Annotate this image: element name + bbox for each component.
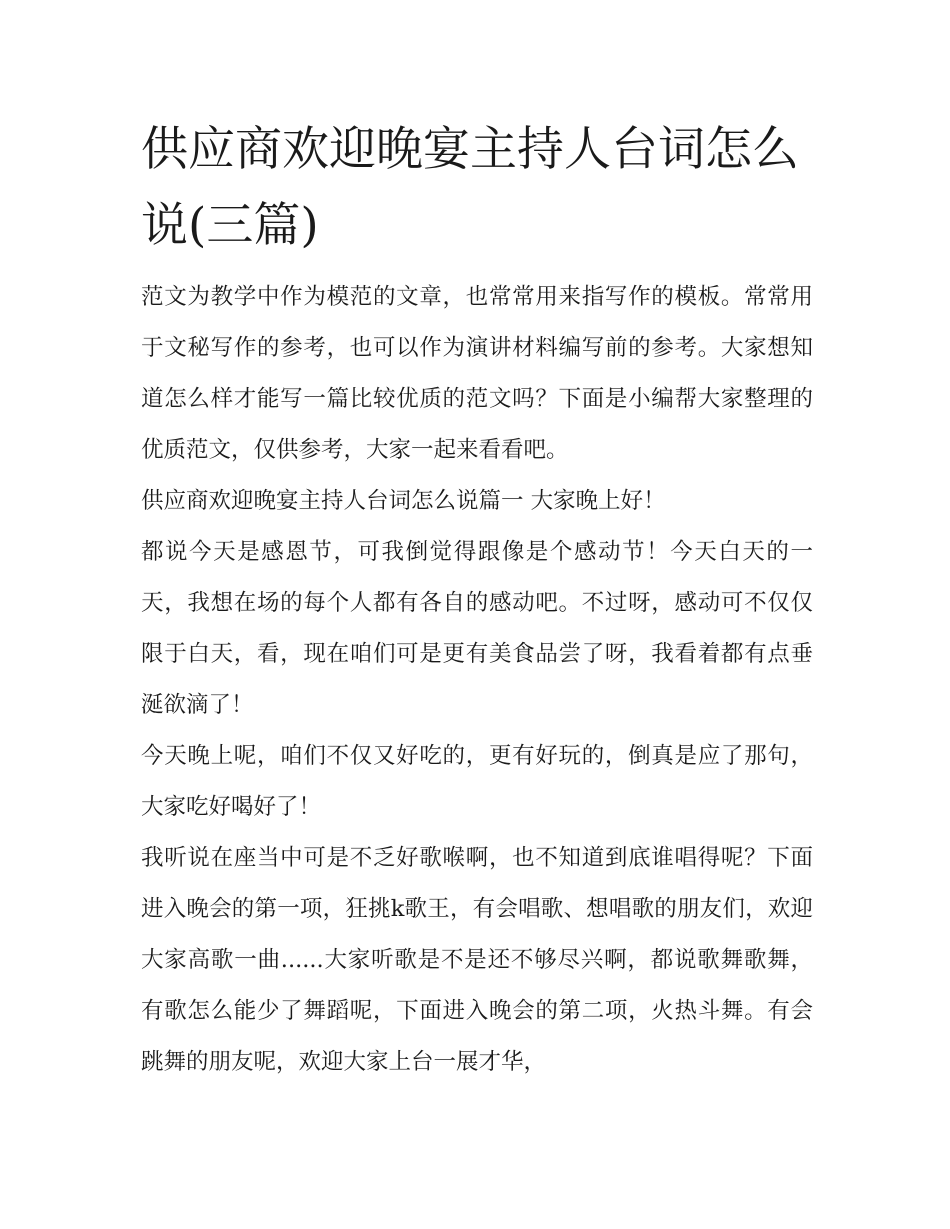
intro-paragraph: 范文为教学中作为模范的文章，也常常用来指写作的模板。常常用于文秘写作的参考，也可以作为演讲材料编写前的参考。大家想知道怎么样才能写一篇比较优质的范文吗？下面是小编帮大家整理的优质范文，仅供参考，大家一起来看看吧。 <box>141 284 813 463</box>
body-paragraph: 今天晚上呢，咱们不仅又好吃的，更有好玩的，倒真是应了那句，大家吃好喝好了！ <box>141 743 813 820</box>
page-title: 供应商欢迎晚宴主持人台词怎么说(三篇) <box>141 122 799 253</box>
document-body <box>141 112 813 1088</box>
section-heading-paragraph: 供应商欢迎晚宴主持人台词怎么说篇一 大家晚上好！ <box>141 488 666 514</box>
body-paragraph: 都说今天是感恩节，可我倒觉得跟像是个感动节！今天白天的一天，我想在场的每个人都有各自的感动吧。不过呀，感动可不仅仅限于白天，看，现在咱们可是更有美食品尝了呀，我看着都有点垂涎欲滴了！ <box>141 539 813 718</box>
body-paragraph: 我听说在座当中可是不乏好歌喉啊，也不知道到底谁唱得呢？下面进入晚会的第一项，狂挑k歌王，有会唱歌、想唱歌的朋友们，欢迎大家高歌一曲......大家听歌是不是还不够尽兴啊，都说歌舞歌舞，有歌怎么能少了舞蹈呢，下面进入晚会的第二项，火热斗舞。有会跳舞的朋友呢，欢迎大家上台一展才华， <box>141 845 813 1075</box>
